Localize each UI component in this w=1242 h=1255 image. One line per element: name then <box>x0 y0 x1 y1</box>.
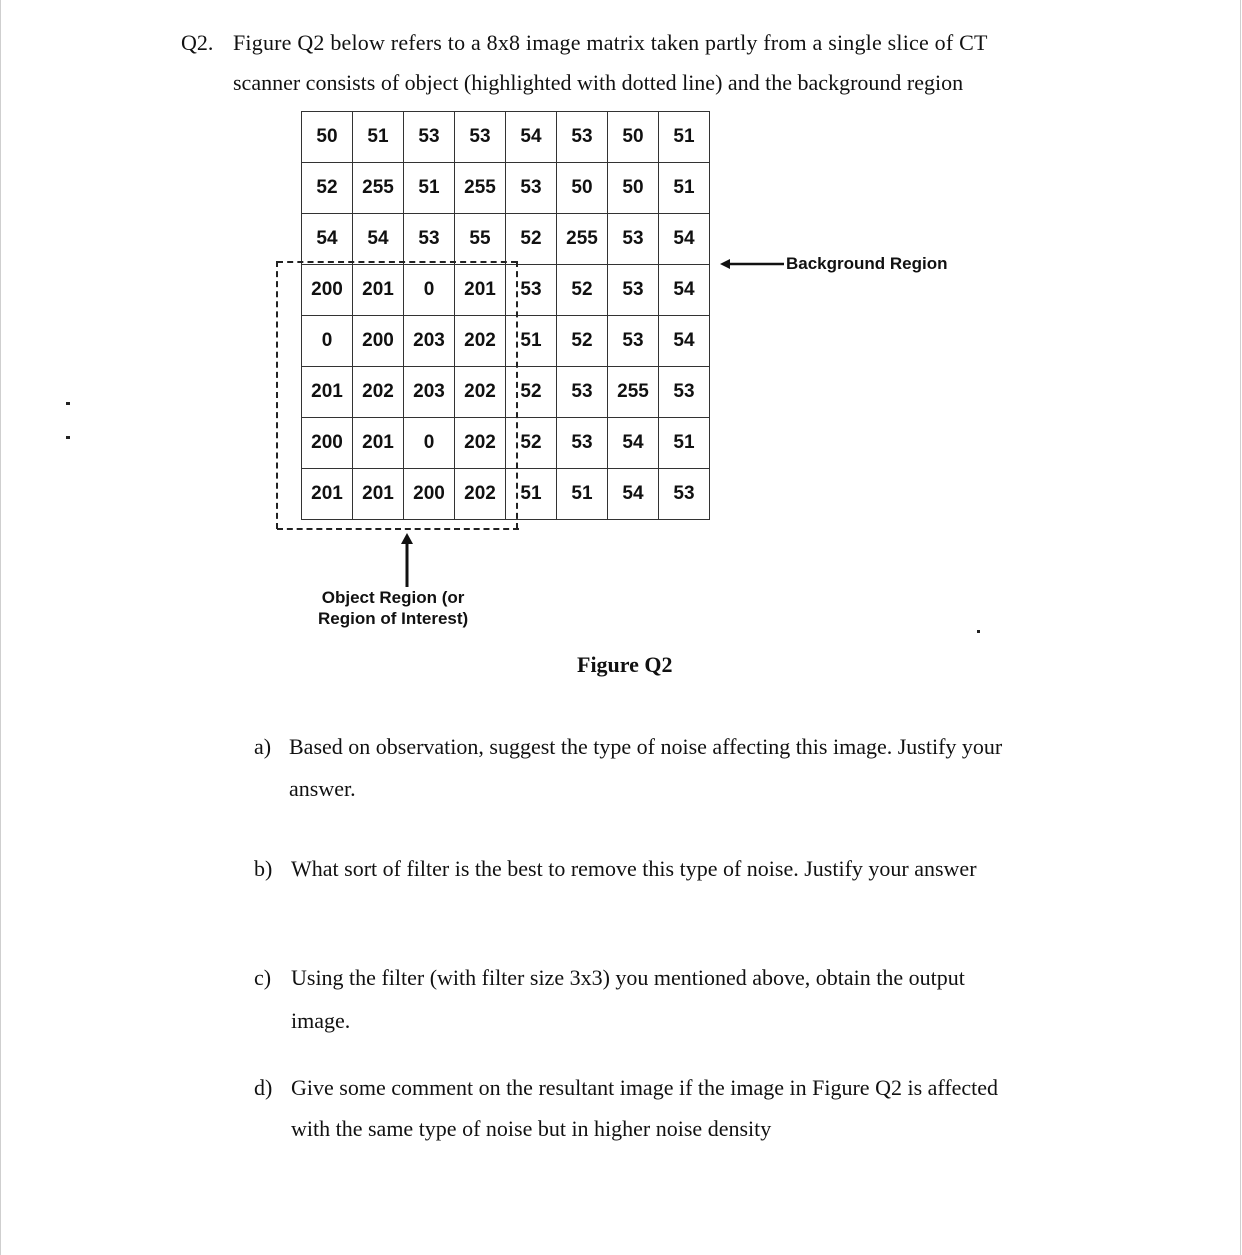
page-right-edge <box>1240 0 1241 1255</box>
matrix-cell: 51 <box>659 418 710 469</box>
object-region-label <box>318 587 468 629</box>
matrix-cell: 203 <box>404 367 455 418</box>
matrix-cell: 53 <box>404 112 455 163</box>
matrix-cell: 53 <box>557 367 608 418</box>
matrix-cell: 54 <box>608 469 659 520</box>
part-c-text-line-1: Using the filter (with filter size 3x3) you mentioned above, obtain the output <box>291 965 965 990</box>
matrix-cell: 54 <box>608 418 659 469</box>
question-text-line-1: Figure Q2 below refers to a 8x8 image matrix taken partly from a single slice of CT <box>233 30 988 55</box>
matrix-cell: 200 <box>302 265 353 316</box>
matrix-cell: 51 <box>557 469 608 520</box>
matrix-cell: 53 <box>506 265 557 316</box>
matrix-cell: 50 <box>557 163 608 214</box>
matrix-cell: 255 <box>353 163 404 214</box>
matrix-cell: 51 <box>659 112 710 163</box>
matrix-cell: 54 <box>659 214 710 265</box>
matrix-cell: 200 <box>404 469 455 520</box>
matrix-row <box>302 112 710 163</box>
object-region-left-border <box>276 261 278 529</box>
matrix-cell: 255 <box>557 214 608 265</box>
matrix-cell: 51 <box>506 469 557 520</box>
matrix-cell: 52 <box>506 214 557 265</box>
matrix-cell: 50 <box>608 163 659 214</box>
object-region-right-border <box>516 261 518 529</box>
object-arrow-icon <box>400 533 414 587</box>
matrix-row <box>302 214 710 265</box>
matrix-cell: 202 <box>455 316 506 367</box>
figure-caption: Figure Q2 <box>577 652 673 677</box>
matrix-row <box>302 163 710 214</box>
part-c-marker: c) <box>254 965 272 990</box>
part-d-marker: d) <box>254 1075 273 1100</box>
part-b-marker: b) <box>254 856 273 881</box>
matrix-row <box>302 265 710 316</box>
background-region-label: Background Region <box>786 254 948 273</box>
matrix-cell: 0 <box>404 265 455 316</box>
matrix-cell: 51 <box>506 316 557 367</box>
matrix-cell: 55 <box>455 214 506 265</box>
matrix-row <box>302 316 710 367</box>
matrix-cell: 53 <box>608 265 659 316</box>
part-c-text-line-2: image. <box>291 1008 351 1033</box>
part-b-text-line-1: What sort of filter is the best to remove this type of noise. Justify your answer <box>291 856 977 881</box>
matrix-cell: 201 <box>353 469 404 520</box>
matrix-cell: 202 <box>455 367 506 418</box>
object-region-bottom-border <box>277 528 519 530</box>
matrix-cell: 52 <box>557 316 608 367</box>
matrix-cell: 202 <box>455 418 506 469</box>
scan-speck <box>977 630 980 633</box>
matrix-cell: 200 <box>302 418 353 469</box>
part-a-text-line-2: answer. <box>289 776 356 801</box>
matrix-cell: 0 <box>302 316 353 367</box>
matrix-cell: 203 <box>404 316 455 367</box>
matrix-cell: 54 <box>506 112 557 163</box>
matrix-cell: 50 <box>608 112 659 163</box>
matrix-cell: 53 <box>608 316 659 367</box>
matrix-cell: 54 <box>659 265 710 316</box>
matrix-cell: 53 <box>404 214 455 265</box>
matrix-cell: 53 <box>608 214 659 265</box>
matrix-cell: 0 <box>404 418 455 469</box>
matrix-cell: 52 <box>302 163 353 214</box>
matrix-cell: 201 <box>353 265 404 316</box>
scan-speck <box>66 436 70 439</box>
matrix-row <box>302 469 710 520</box>
matrix-cell: 53 <box>455 112 506 163</box>
matrix-cell: 50 <box>302 112 353 163</box>
matrix-cell: 53 <box>557 112 608 163</box>
matrix-cell: 51 <box>353 112 404 163</box>
matrix-cell: 51 <box>404 163 455 214</box>
matrix-cell: 202 <box>353 367 404 418</box>
part-d-text-line-1: Give some comment on the resultant image if the image in Figure Q2 is affected <box>291 1075 999 1100</box>
question-text-line-2: scanner consists of object (highlighted with dotted line) and the background region <box>233 70 964 95</box>
matrix-cell: 52 <box>506 367 557 418</box>
matrix-row <box>302 418 710 469</box>
background-arrow-icon <box>720 257 786 271</box>
matrix-cell: 53 <box>659 367 710 418</box>
matrix-cell: 200 <box>353 316 404 367</box>
matrix-cell: 54 <box>302 214 353 265</box>
matrix-row <box>302 367 710 418</box>
image-matrix <box>301 111 710 520</box>
matrix-cell: 54 <box>353 214 404 265</box>
matrix-cell: 201 <box>302 367 353 418</box>
matrix-cell: 51 <box>659 163 710 214</box>
scan-speck <box>66 402 70 405</box>
object-region-label-line-2: Region of Interest) <box>318 609 469 628</box>
part-a-marker: a) <box>254 734 272 759</box>
part-d-text-line-2: with the same type of noise but in higher noise density <box>291 1116 772 1141</box>
matrix-cell: 255 <box>608 367 659 418</box>
matrix-cell: 53 <box>557 418 608 469</box>
matrix-cell: 201 <box>353 418 404 469</box>
matrix-cell: 52 <box>557 265 608 316</box>
matrix-cell: 53 <box>506 163 557 214</box>
object-region-label-line-1: Object Region (or <box>321 588 465 607</box>
matrix-cell: 54 <box>659 316 710 367</box>
matrix-cell: 52 <box>506 418 557 469</box>
page-left-edge <box>0 0 1 1255</box>
matrix-cell: 201 <box>302 469 353 520</box>
matrix-cell: 201 <box>455 265 506 316</box>
part-a-text-line-1: Based on observation, suggest the type of noise affecting this image. Justify your <box>289 734 1003 759</box>
matrix-cell: 255 <box>455 163 506 214</box>
matrix-cell: 53 <box>659 469 710 520</box>
question-number: Q2. <box>181 30 214 55</box>
object-region-top-border <box>277 261 517 263</box>
matrix-cell: 202 <box>455 469 506 520</box>
